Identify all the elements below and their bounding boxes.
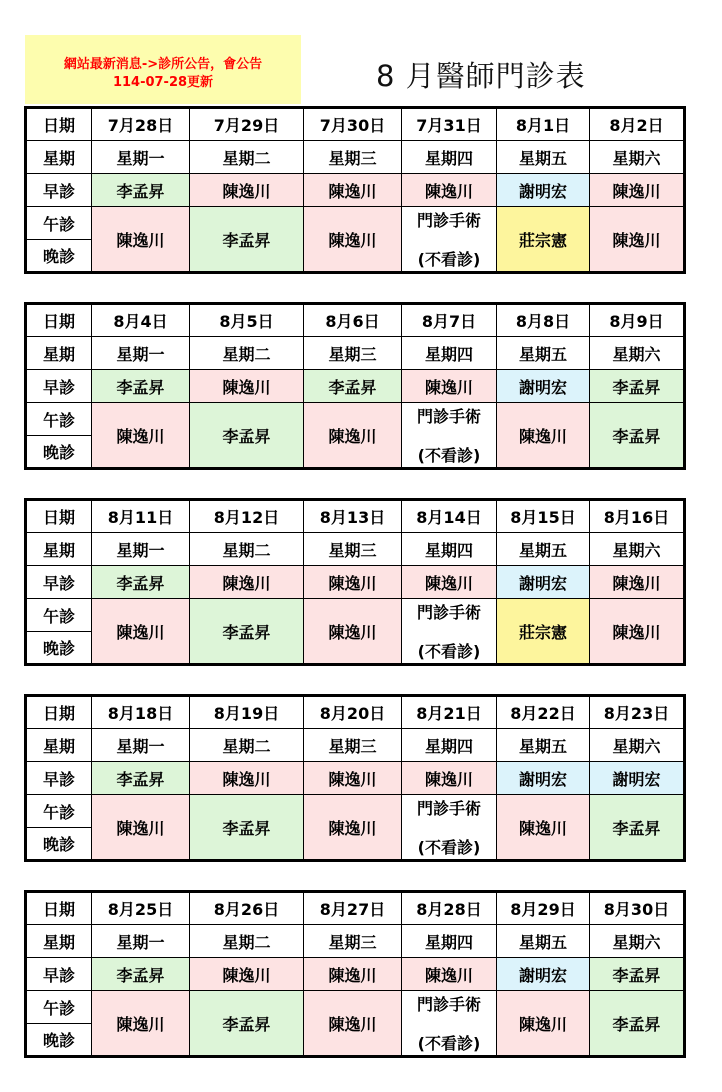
- date-label: 日期: [26, 304, 92, 337]
- weekday-cell: 星期二: [190, 925, 304, 958]
- outpatient-surgery-cell: [402, 991, 497, 1057]
- date-cell: 8月7日: [402, 304, 497, 337]
- morning-doctor-cell: 陳逸川: [190, 958, 304, 991]
- afternoon-label: 午診: [26, 599, 92, 632]
- weekday-cell: 星期一: [92, 533, 190, 566]
- date-cell: 8月5日: [190, 304, 304, 337]
- date-cell: 8月18日: [92, 696, 190, 729]
- afternoon-evening-doctor-cell: 陳逸川: [92, 991, 190, 1057]
- date-cell: 8月8日: [497, 304, 590, 337]
- weekday-label: 星期: [26, 533, 92, 566]
- morning-row: [26, 762, 685, 795]
- date-cell: 8月26日: [190, 892, 304, 925]
- evening-label: 晚診: [26, 828, 92, 861]
- date-cell: 8月12日: [190, 500, 304, 533]
- afternoon-evening-doctor-cell: 陳逸川: [304, 991, 402, 1057]
- no-consultation-note: (不看診): [417, 838, 481, 857]
- afternoon-evening-doctor-cell: 陳逸川: [92, 795, 190, 861]
- date-cell: 8月9日: [590, 304, 685, 337]
- afternoon-evening-doctor-cell: 陳逸川: [92, 403, 190, 469]
- date-cell: 8月29日: [497, 892, 590, 925]
- afternoon-evening-doctor-cell: 陳逸川: [304, 795, 402, 861]
- morning-row: [26, 370, 685, 403]
- weekday-cell: 星期六: [590, 141, 685, 174]
- date-cell: 7月28日: [92, 108, 190, 141]
- evening-label: 晚診: [26, 1024, 92, 1057]
- date-cell: 8月14日: [402, 500, 497, 533]
- week-schedule-table: [24, 106, 686, 274]
- afternoon-label: 午診: [26, 403, 92, 436]
- weekday-cell: 星期四: [402, 925, 497, 958]
- morning-doctor-cell: 李孟昇: [590, 370, 685, 403]
- afternoon-evening-doctor-cell: 陳逸川: [92, 599, 190, 665]
- date-cell: 8月30日: [590, 892, 685, 925]
- afternoon-evening-doctor-cell: 李孟昇: [590, 403, 685, 469]
- date-cell: 7月30日: [304, 108, 402, 141]
- outpatient-surgery-cell: [402, 207, 497, 273]
- outpatient-surgery-cell: [402, 403, 497, 469]
- morning-doctor-cell: 陳逸川: [402, 566, 497, 599]
- date-label: 日期: [26, 892, 92, 925]
- morning-doctor-cell: 李孟昇: [92, 762, 190, 795]
- morning-doctor-cell: 陳逸川: [304, 762, 402, 795]
- afternoon-evening-doctor-cell: 李孟昇: [190, 795, 304, 861]
- evening-label: 晚診: [26, 240, 92, 273]
- afternoon-row: [26, 403, 685, 436]
- morning-doctor-cell: 陳逸川: [402, 370, 497, 403]
- morning-doctor-cell: 陳逸川: [304, 566, 402, 599]
- morning-label: 早診: [26, 958, 92, 991]
- morning-doctor-cell: 李孟昇: [590, 958, 685, 991]
- weekday-cell: 星期四: [402, 141, 497, 174]
- morning-doctor-cell: 謝明宏: [590, 762, 685, 795]
- weekday-row: [26, 925, 685, 958]
- afternoon-evening-doctor-cell: 李孟昇: [590, 991, 685, 1057]
- date-cell: 7月31日: [402, 108, 497, 141]
- weekday-cell: 星期六: [590, 533, 685, 566]
- no-consultation-note: (不看診): [417, 446, 481, 465]
- weekday-cell: 星期五: [497, 925, 590, 958]
- morning-doctor-cell: 李孟昇: [92, 174, 190, 207]
- date-row: [26, 500, 685, 533]
- afternoon-evening-doctor-cell: 陳逸川: [497, 403, 590, 469]
- weekday-cell: 星期一: [92, 729, 190, 762]
- date-cell: 8月25日: [92, 892, 190, 925]
- date-cell: 8月21日: [402, 696, 497, 729]
- date-cell: 8月27日: [304, 892, 402, 925]
- morning-doctor-cell: 李孟昇: [304, 370, 402, 403]
- weekday-label: 星期: [26, 729, 92, 762]
- afternoon-evening-doctor-cell: 李孟昇: [190, 207, 304, 273]
- weekday-cell: 星期四: [402, 729, 497, 762]
- date-cell: 8月11日: [92, 500, 190, 533]
- date-cell: 8月6日: [304, 304, 402, 337]
- afternoon-evening-doctor-cell: 莊宗憲: [497, 207, 590, 273]
- weekday-cell: 星期二: [190, 729, 304, 762]
- morning-doctor-cell: 陳逸川: [402, 174, 497, 207]
- weekday-label: 星期: [26, 141, 92, 174]
- morning-doctor-cell: 陳逸川: [590, 174, 685, 207]
- date-cell: 7月29日: [190, 108, 304, 141]
- date-cell: 8月22日: [497, 696, 590, 729]
- weekday-row: [26, 729, 685, 762]
- weekday-row: [26, 141, 685, 174]
- date-cell: 8月13日: [304, 500, 402, 533]
- morning-row: [26, 174, 685, 207]
- date-cell: 8月28日: [402, 892, 497, 925]
- afternoon-label: 午診: [26, 795, 92, 828]
- morning-doctor-cell: 陳逸川: [304, 174, 402, 207]
- morning-doctor-cell: 李孟昇: [92, 566, 190, 599]
- morning-label: 早診: [26, 174, 92, 207]
- weekday-cell: 星期五: [497, 141, 590, 174]
- weekday-cell: 星期六: [590, 729, 685, 762]
- notice-line-1: 網站最新消息->診所公告，會公告: [63, 57, 263, 72]
- afternoon-evening-doctor-cell: 陳逸川: [497, 991, 590, 1057]
- weekday-cell: 星期三: [304, 533, 402, 566]
- weekday-row: [26, 337, 685, 370]
- weekday-cell: 星期六: [590, 337, 685, 370]
- date-cell: 8月2日: [590, 108, 685, 141]
- afternoon-row: [26, 991, 685, 1024]
- afternoon-evening-doctor-cell: 陳逸川: [304, 403, 402, 469]
- morning-doctor-cell: 陳逸川: [590, 566, 685, 599]
- weekday-cell: 星期一: [92, 925, 190, 958]
- surgery-label: 門診手術: [416, 211, 481, 230]
- date-cell: 8月15日: [497, 500, 590, 533]
- update-notice: [25, 35, 301, 104]
- date-cell: 8月16日: [590, 500, 685, 533]
- afternoon-evening-doctor-cell: 陳逸川: [590, 599, 685, 665]
- afternoon-evening-doctor-cell: 李孟昇: [190, 991, 304, 1057]
- afternoon-evening-doctor-cell: 陳逸川: [92, 207, 190, 273]
- morning-doctor-cell: 謝明宏: [497, 566, 590, 599]
- morning-doctor-cell: 李孟昇: [92, 370, 190, 403]
- date-row: [26, 304, 685, 337]
- morning-doctor-cell: 李孟昇: [92, 958, 190, 991]
- morning-row: [26, 566, 685, 599]
- page-title: 8 月醫師門診表: [376, 59, 586, 93]
- morning-doctor-cell: 謝明宏: [497, 370, 590, 403]
- morning-doctor-cell: 陳逸川: [304, 958, 402, 991]
- afternoon-row: [26, 599, 685, 632]
- morning-label: 早診: [26, 762, 92, 795]
- surgery-label: 門診手術: [416, 799, 481, 818]
- morning-doctor-cell: 謝明宏: [497, 958, 590, 991]
- morning-doctor-cell: 謝明宏: [497, 762, 590, 795]
- date-cell: 8月1日: [497, 108, 590, 141]
- morning-doctor-cell: 陳逸川: [190, 370, 304, 403]
- morning-doctor-cell: 陳逸川: [402, 958, 497, 991]
- weekday-label: 星期: [26, 337, 92, 370]
- date-label: 日期: [26, 696, 92, 729]
- afternoon-evening-doctor-cell: 陳逸川: [304, 599, 402, 665]
- morning-doctor-cell: 陳逸川: [190, 762, 304, 795]
- weekday-cell: 星期二: [190, 533, 304, 566]
- afternoon-row: [26, 207, 685, 240]
- morning-label: 早診: [26, 566, 92, 599]
- week-schedule-table: [24, 890, 686, 1058]
- afternoon-evening-doctor-cell: 李孟昇: [590, 795, 685, 861]
- afternoon-evening-doctor-cell: 陳逸川: [497, 795, 590, 861]
- afternoon-label: 午診: [26, 207, 92, 240]
- date-row: [26, 108, 685, 141]
- evening-label: 晚診: [26, 632, 92, 665]
- afternoon-evening-doctor-cell: 陳逸川: [590, 207, 685, 273]
- weekday-cell: 星期三: [304, 925, 402, 958]
- date-label: 日期: [26, 108, 92, 141]
- weekday-cell: 星期一: [92, 337, 190, 370]
- date-cell: 8月20日: [304, 696, 402, 729]
- morning-doctor-cell: 陳逸川: [190, 174, 304, 207]
- afternoon-label: 午診: [26, 991, 92, 1024]
- weekday-row: [26, 533, 685, 566]
- afternoon-row: [26, 795, 685, 828]
- no-consultation-note: (不看診): [417, 642, 481, 661]
- weekday-label: 星期: [26, 925, 92, 958]
- surgery-label: 門診手術: [416, 603, 481, 622]
- weekday-cell: 星期五: [497, 337, 590, 370]
- morning-doctor-cell: 陳逸川: [190, 566, 304, 599]
- weekday-cell: 星期三: [304, 337, 402, 370]
- morning-doctor-cell: 陳逸川: [402, 762, 497, 795]
- weekday-cell: 星期一: [92, 141, 190, 174]
- surgery-label: 門診手術: [416, 407, 481, 426]
- morning-row: [26, 958, 685, 991]
- afternoon-evening-doctor-cell: 李孟昇: [190, 403, 304, 469]
- date-row: [26, 892, 685, 925]
- morning-label: 早診: [26, 370, 92, 403]
- date-cell: 8月4日: [92, 304, 190, 337]
- weekday-cell: 星期五: [497, 533, 590, 566]
- no-consultation-note: (不看診): [417, 1034, 481, 1053]
- weekday-cell: 星期二: [190, 141, 304, 174]
- week-schedule-table: [24, 498, 686, 666]
- no-consultation-note: (不看診): [417, 250, 481, 269]
- weekday-cell: 星期二: [190, 337, 304, 370]
- notice-updated-date: 114-07-28更新: [112, 75, 214, 90]
- weekday-cell: 星期三: [304, 141, 402, 174]
- weekday-cell: 星期三: [304, 729, 402, 762]
- afternoon-evening-doctor-cell: 李孟昇: [190, 599, 304, 665]
- surgery-label: 門診手術: [416, 995, 481, 1014]
- week-schedule-table: [24, 694, 686, 862]
- weekday-cell: 星期五: [497, 729, 590, 762]
- weekday-cell: 星期四: [402, 533, 497, 566]
- weekday-cell: 星期六: [590, 925, 685, 958]
- weekday-cell: 星期四: [402, 337, 497, 370]
- afternoon-evening-doctor-cell: 陳逸川: [304, 207, 402, 273]
- morning-doctor-cell: 謝明宏: [497, 174, 590, 207]
- date-label: 日期: [26, 500, 92, 533]
- week-schedule-table: [24, 302, 686, 470]
- outpatient-surgery-cell: [402, 599, 497, 665]
- date-cell: 8月19日: [190, 696, 304, 729]
- evening-label: 晚診: [26, 436, 92, 469]
- date-row: [26, 696, 685, 729]
- outpatient-surgery-cell: [402, 795, 497, 861]
- date-cell: 8月23日: [590, 696, 685, 729]
- afternoon-evening-doctor-cell: 莊宗憲: [497, 599, 590, 665]
